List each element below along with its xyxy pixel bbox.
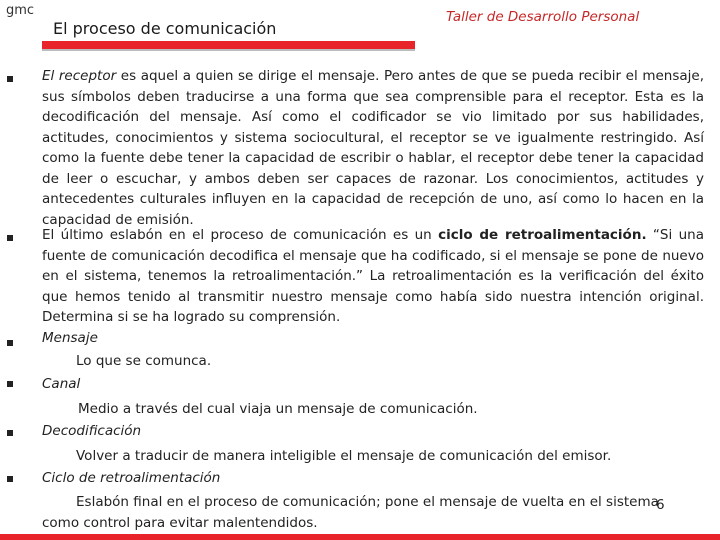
bullet-icon bbox=[7, 76, 13, 82]
feedback-emphasis: ciclo de retroalimentación. bbox=[438, 227, 647, 243]
feedback-text-after: “Si una fuente de comunicación decodifica el mensaje que ha codificado, si el mensaje se pone de nuevo en el sistema, tenemos la retroalimentación.” La retroalimentación es la verificación del éxito que hemos tenido al transmitir nuestro mensaje como había sido nuestra intención original. Determina si se ha logrado su comprensión. bbox=[42, 227, 704, 325]
term-decodificacion: Decodificación bbox=[42, 423, 142, 439]
receptor-lead: El receptor bbox=[42, 68, 117, 84]
bullet-icon bbox=[7, 235, 13, 241]
page-number: 6 bbox=[656, 497, 665, 513]
definition-mensaje: Lo que se comunca. bbox=[76, 353, 212, 369]
bullet-icon bbox=[7, 381, 13, 387]
page-title: El proceso de comunicación bbox=[53, 19, 277, 38]
title-underline-grey bbox=[42, 49, 415, 51]
term-ciclo-retroalimentacion: Ciclo de retroalimentación bbox=[42, 470, 221, 486]
bullet-icon bbox=[7, 476, 13, 482]
term-canal: Canal bbox=[42, 376, 81, 392]
feedback-paragraph bbox=[42, 225, 704, 328]
bullet-icon bbox=[7, 340, 13, 346]
footer-bar bbox=[0, 534, 720, 540]
title-underline-red bbox=[42, 41, 415, 49]
definition-canal: Medio a través del cual viaja un mensaje de comunicación. bbox=[78, 401, 478, 417]
term-mensaje: Mensaje bbox=[42, 330, 98, 346]
definition-decodificacion: Volver a traducir de manera inteligible el mensaje de comunicación del emisor. bbox=[76, 448, 612, 464]
receptor-paragraph bbox=[42, 66, 704, 230]
course-subtitle: Taller de Desarrollo Personal bbox=[446, 9, 640, 25]
feedback-text-before: El último eslabón en el proceso de comunicación es un bbox=[42, 227, 439, 243]
receptor-text: es aquel a quien se dirige el mensaje. Pero antes de que se pueda recibir el mensaje, sus símbolos deben traducirse a una forma que sea comprensible para el receptor. Esta es la decodificación del mensaje. Así como el codificador se vio limitado por sus habilidades, actitudes, conocimientos y sistema sociocultural, el receptor se ve igualmente restringido. Así como la fuente debe tener la capacidad de escribir o hablar, el receptor debe tener la capacidad de leer o escuchar, y ambos deben ser capaces de razonar. Los conocimientos, actitudes y antecedentes culturales influyen en la capacidad de recepción de uno, así como lo hacen en la capacidad de emisión. bbox=[42, 68, 705, 228]
definition-ciclo-retroalimentacion: Eslabón final en el proceso de comunicación; pone el mensaje de vuelta en el sistema como control para evitar malentendidos. bbox=[42, 494, 659, 531]
bullet-icon bbox=[7, 430, 13, 436]
corner-label: gmc bbox=[6, 3, 35, 18]
